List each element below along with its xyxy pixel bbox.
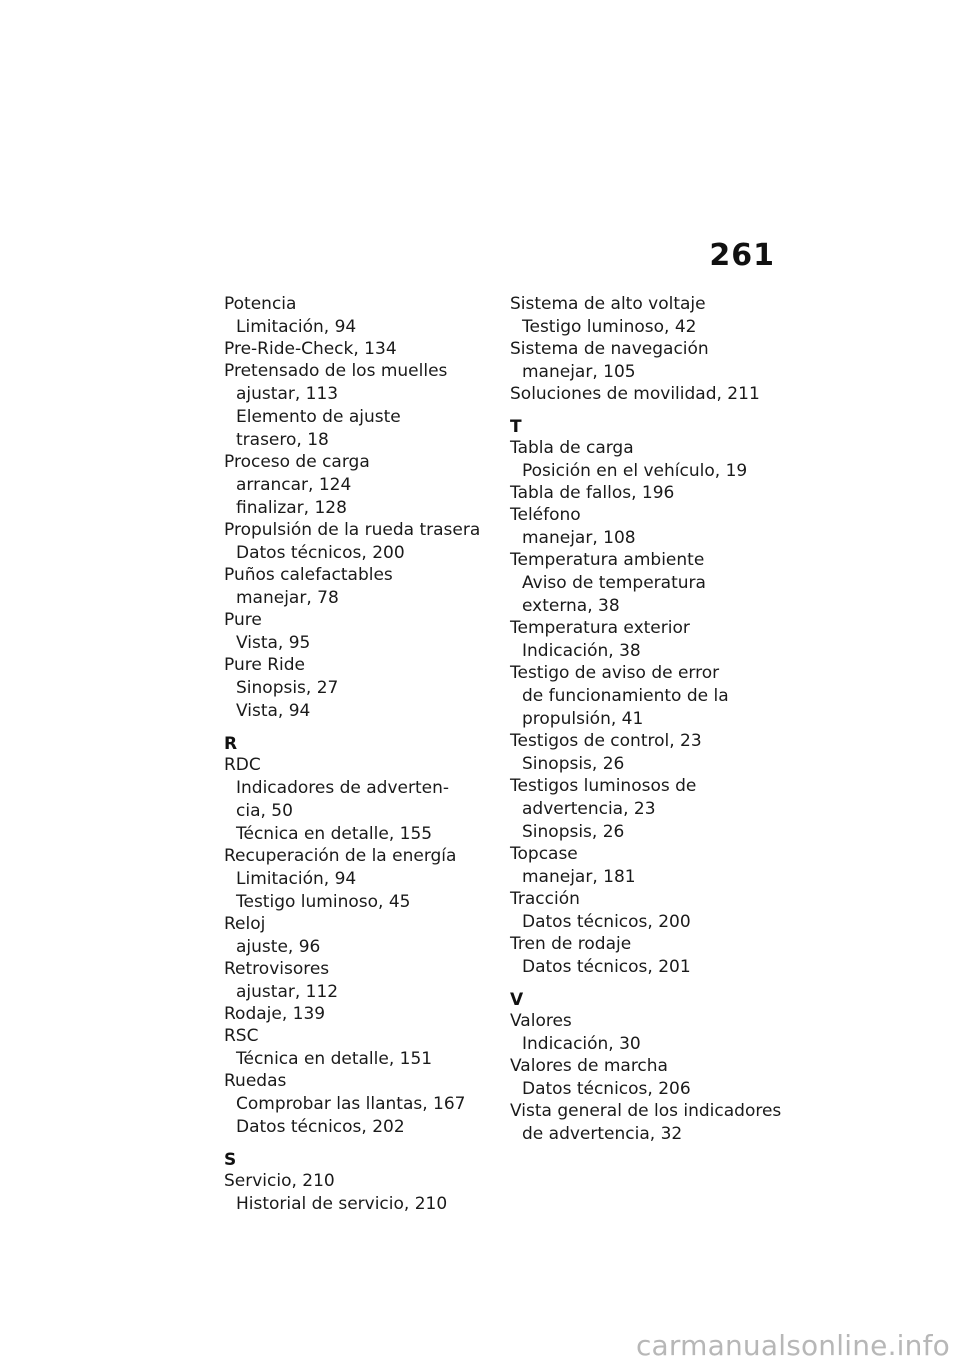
watermark: carmanualsonline.info xyxy=(635,1329,950,1362)
index-subentry: ajustar, 113 xyxy=(236,384,339,404)
index-subentry: Indicadores de adverten- xyxy=(236,778,449,798)
index-subentry: Datos técnicos, 200 xyxy=(522,912,691,932)
index-subentry: Datos técnicos, 200 xyxy=(236,543,405,563)
index-entry: Servicio, 210 xyxy=(224,1171,335,1191)
index-subentry: Indicación, 30 xyxy=(522,1034,641,1054)
index-subentry: Limitación, 94 xyxy=(236,317,357,337)
index-subentry: ajuste, 96 xyxy=(236,937,321,957)
index-section-letter: S xyxy=(224,1150,237,1170)
index-entry: RDC xyxy=(224,755,261,775)
index-subentry: Datos técnicos, 201 xyxy=(522,957,691,977)
index-entry: Topcase xyxy=(510,844,578,864)
index-subentry: trasero, 18 xyxy=(236,430,329,450)
index-subentry: Comprobar las llantas, 167 xyxy=(236,1094,466,1114)
index-subentry: Indicación, 38 xyxy=(522,641,641,661)
index-entry: Teléfono xyxy=(510,505,581,525)
index-subentry: Vista, 94 xyxy=(236,701,311,721)
index-subentry: Aviso de temperatura xyxy=(522,573,706,593)
index-subentry: manejar, 105 xyxy=(522,362,636,382)
index-entry: Ruedas xyxy=(224,1071,287,1091)
index-entry: Sistema de navegación xyxy=(510,339,709,359)
index-subentry: Historial de servicio, 210 xyxy=(236,1194,448,1214)
index-entry: Potencia xyxy=(224,294,297,314)
index-entry: Propulsión de la rueda trasera xyxy=(224,520,481,540)
index-entry: Proceso de carga xyxy=(224,452,370,472)
index-entry: Tabla de carga xyxy=(510,438,634,458)
index-subentry: Datos técnicos, 206 xyxy=(522,1079,691,1099)
index-section-letter: R xyxy=(224,734,238,754)
index-entry: Tabla de fallos, 196 xyxy=(510,483,675,503)
index-entry: Sistema de alto voltaje xyxy=(510,294,706,314)
index-subentry: de advertencia, 32 xyxy=(522,1124,683,1144)
index-subentry: de funcionamiento de la xyxy=(522,686,729,706)
index-entry: Pure xyxy=(224,610,262,630)
index-subentry: Técnica en detalle, 151 xyxy=(236,1049,433,1069)
index-subentry: Sinopsis, 26 xyxy=(522,822,625,842)
index-column-left xyxy=(224,292,514,1214)
index-entry: Testigos de control, 23 xyxy=(510,731,702,751)
index-entry: Vista general de los indicadores xyxy=(510,1101,782,1121)
index-entry: Testigo de aviso de error xyxy=(510,663,720,683)
index-entry: Rodaje, 139 xyxy=(224,1004,326,1024)
index-entry: Retrovisores xyxy=(224,959,330,979)
index-entry: Pretensado de los muelles xyxy=(224,361,448,381)
index-entry: Valores xyxy=(510,1011,572,1031)
index-entry: Reloj xyxy=(224,914,266,934)
index-column-right xyxy=(510,292,800,1144)
index-subentry: Elemento de ajuste xyxy=(236,407,401,427)
index-subentry: Datos técnicos, 202 xyxy=(236,1117,405,1137)
index-subentry: manejar, 78 xyxy=(236,588,339,608)
index-entry: Soluciones de movilidad, 211 xyxy=(510,384,760,404)
index-entry: Pre-Ride-Check, 134 xyxy=(224,339,397,359)
page-number: 261 xyxy=(709,238,775,273)
index-subentry: Limitación, 94 xyxy=(236,869,357,889)
index-entry: Testigos luminosos de xyxy=(510,776,697,796)
index-subentry: cia, 50 xyxy=(236,801,293,821)
index-entry: Tracción xyxy=(510,889,580,909)
index-entry: RSC xyxy=(224,1026,259,1046)
index-subentry: manejar, 108 xyxy=(522,528,636,548)
index-section-letter: V xyxy=(510,990,524,1010)
index-subentry: externa, 38 xyxy=(522,596,620,616)
index-subentry: Vista, 95 xyxy=(236,633,311,653)
index-entry: Temperatura ambiente xyxy=(510,550,705,570)
index-section-letter: T xyxy=(510,417,522,437)
index-entry: Valores de marcha xyxy=(510,1056,668,1076)
index-subentry: Posición en el vehículo, 19 xyxy=(522,461,748,481)
index-subentry: arrancar, 124 xyxy=(236,475,352,495)
index-subentry: advertencia, 23 xyxy=(522,799,656,819)
index-subentry: Testigo luminoso, 45 xyxy=(236,892,411,912)
index-subentry: Sinopsis, 27 xyxy=(236,678,339,698)
index-entry: Temperatura exterior xyxy=(510,618,690,638)
index-entry: Tren de rodaje xyxy=(510,934,632,954)
index-entry: Pure Ride xyxy=(224,655,305,675)
index-subentry: propulsión, 41 xyxy=(522,709,644,729)
index-subentry: Testigo luminoso, 42 xyxy=(522,317,697,337)
index-subentry: Sinopsis, 26 xyxy=(522,754,625,774)
index-subentry: manejar, 181 xyxy=(522,867,636,887)
index-entry: Recuperación de la energía xyxy=(224,846,457,866)
index-subentry: ajustar, 112 xyxy=(236,982,339,1002)
index-subentry: Técnica en detalle, 155 xyxy=(236,824,433,844)
index-subentry: finalizar, 128 xyxy=(236,498,347,518)
index-entry: Puños calefactables xyxy=(224,565,393,585)
